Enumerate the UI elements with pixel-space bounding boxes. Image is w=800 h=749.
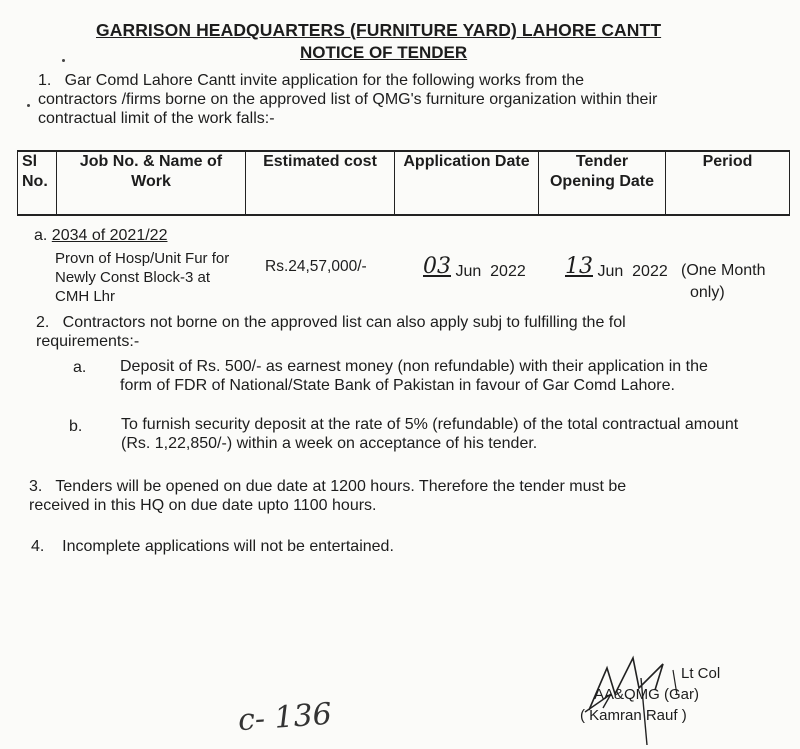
application-date bbox=[423, 254, 526, 282]
handwritten-note: c- 136 bbox=[236, 696, 333, 739]
col-header-sl-no: Sl No. bbox=[18, 151, 57, 215]
work-name-line: CMH Lhr bbox=[55, 288, 116, 305]
paragraph-3-line: received in this HQ on due date upto 1100 hours. bbox=[29, 497, 377, 514]
paragraph-3 bbox=[29, 477, 741, 515]
sub-item-label: a. bbox=[73, 359, 87, 376]
col-header-period: Period bbox=[666, 151, 790, 215]
document-title: GARRISON HEADQUARTERS (FURNITURE YARD) LAHORE CANTT bbox=[96, 20, 662, 40]
signatory-name: ( Kamran Rauf ) bbox=[580, 707, 687, 724]
signatory-appointment: AA&QMG (Gar) bbox=[594, 686, 700, 703]
notice-heading: NOTICE OF TENDER bbox=[300, 43, 468, 62]
col-header-cost: Estimated cost bbox=[246, 151, 395, 215]
job-number: 2034 of 2021/22 bbox=[51, 227, 168, 244]
row-label: a. bbox=[34, 227, 48, 244]
tender-table-header bbox=[17, 150, 790, 216]
paragraph-1-line: contractors /firms borne on the approved list of QMG's furniture organization within their bbox=[38, 91, 658, 108]
sub-item-text: To furnish security deposit at the rate of 5% (refundable) of the total contractual amount (Rs. 1,22,850/-) within a week on acceptance of his tender. bbox=[121, 416, 739, 452]
handwritten-day: 13 bbox=[565, 254, 593, 279]
col-header-job: Job No. & Name of Work bbox=[57, 151, 246, 215]
work-name-line: Newly Const Block-3 at bbox=[55, 269, 211, 286]
paragraph-2-line: requirements:- bbox=[36, 333, 140, 350]
sub-item-label: b. bbox=[69, 418, 83, 435]
work-name bbox=[55, 249, 229, 306]
period-line: (One Month bbox=[681, 262, 766, 279]
paragraph-2-line: 2. Contractors not borne on the approved list can also apply subj to fulfilling the fol bbox=[36, 314, 626, 331]
scan-speck bbox=[27, 104, 30, 107]
paragraph-3-line: 3. Tenders will be opened on due date at 1200 hours. Therefore the tender must be bbox=[29, 478, 627, 495]
sub-item-text: Deposit of Rs. 500/- as earnest money (non refundable) with their application in the form of FDR of National/State Bank of Pakistan in favour of Gar Comd Lahore. bbox=[120, 358, 708, 394]
handwritten-day: 03 bbox=[423, 254, 451, 279]
col-header-app-date: Application Date bbox=[395, 151, 539, 215]
application-month-year: Jun 2022 bbox=[455, 263, 526, 280]
row-item bbox=[34, 227, 167, 245]
work-name-line: Provn of Hosp/Unit Fur for bbox=[55, 250, 230, 267]
paragraph-1 bbox=[38, 71, 750, 128]
estimated-cost: Rs.24,57,000/- bbox=[265, 258, 367, 275]
paragraph-2 bbox=[36, 313, 748, 351]
paragraph-1-line: contractual limit of the work falls:- bbox=[38, 110, 275, 127]
paragraph-4: 4. Incomplete applications will not be entertained. bbox=[31, 538, 394, 555]
col-header-opening-date: Tender Opening Date bbox=[539, 151, 666, 215]
paragraph-1-line: 1. Gar Comd Lahore Cantt invite application for the following works from the bbox=[38, 72, 585, 89]
signatory-rank: Lt Col bbox=[681, 665, 721, 682]
opening-date bbox=[565, 254, 668, 282]
scan-speck bbox=[62, 59, 65, 62]
opening-month-year: Jun 2022 bbox=[597, 263, 668, 280]
period-line: only) bbox=[690, 284, 725, 301]
